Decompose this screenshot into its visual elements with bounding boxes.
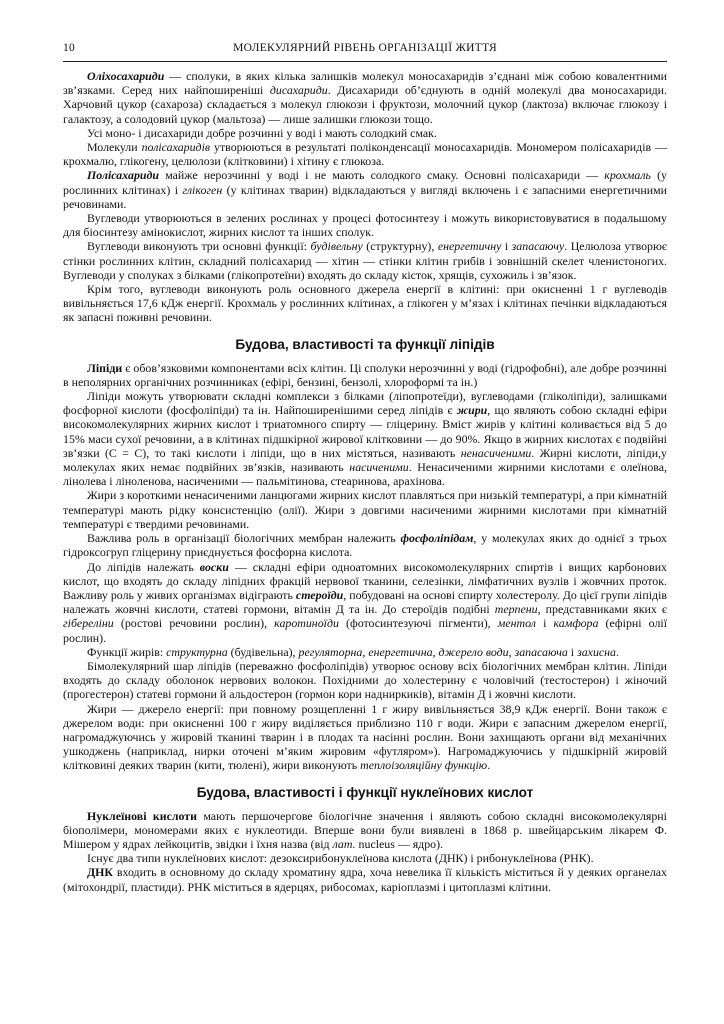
text-run: Усі моно- і дисахариди добре розчинні у воді і мають солодкий смак. [87, 125, 437, 140]
emphasis-term: глікоген [182, 182, 223, 197]
paragraph [63, 69, 667, 126]
paragraph [63, 282, 667, 325]
text-run: . Ненасиченими жирними кислотами є олеїнова, лінолева і ліноленова, насиченими — пальмітинова, стеаринова, арахінова. [63, 460, 667, 489]
emphasis-term: насиченими [349, 460, 409, 475]
section-heading: Будова, властивості і функції нуклеїнових кислот [196, 784, 534, 800]
emphasis-term: лат. [332, 836, 356, 851]
paragraph [63, 126, 667, 140]
paragraph [63, 140, 667, 168]
running-title: МОЛЕКУЛЯРНИЙ РІВЕНЬ ОРГАНІЗАЦІЇ ЖИТТЯ [233, 42, 497, 54]
paragraph [63, 560, 667, 645]
text-run: Жири — джерело енергії: при повному розщепленні 1 г жиру вивільняється 38,9 кДж енергії. Вони також є джерелом води: при окисненні 100 г жиру виділяється приблизно 110 г води. Жири є запасним джерелом енергії, нагромаджуючись у жировій тканині тварин і в плодах та насінні рослин. Вони захищають органи від механічних ушкоджень (наприклад, нирки оточені м’яким жировим «футляром»). Нагромаджуючись у підшкірній жировій клітковині деяких тварин (кити, тюлені), жири виконують [63, 701, 667, 773]
text-run: — сполуки, в яких кілька залишків молекул моносахаридів з’єднані між собою ковалентними зв’язками. Серед них найпоширеніші [63, 69, 667, 98]
text-run: , що являють собою складні ефіри високомолекулярних жирних кислот і триатомного спирту — гліцерину. Вміст жирів у клітині коливається від 5 до 15% маси сухої речовини, а в клітинах підшкірної жирової клітковини — до 90%. Якщо в жирних кислотах є подвійні зв’язки (С = С), то такі кислоти і ліпіди, що в них містяться, називають [63, 403, 667, 460]
emphasis-term: полісахаридів [141, 140, 211, 155]
text-run: Важлива роль в організації біологічних мембран належить [87, 531, 401, 546]
text-run: , побудовані на основі спирту холестеролу. До цієї групи ліпідів належать жовчні кислоти, статеві гормони, вітамін Д та ін. До стероїдів подібні [63, 587, 668, 617]
emphasis-term: структурна [166, 644, 228, 659]
document-body [63, 69, 667, 894]
page [63, 42, 667, 894]
emphasis-term: теплоізоляційну функцію [360, 758, 488, 773]
text-run: утворюються в результаті поліконденсації моносахаридів. Мономером полісахаридів — крохмалю, глікогену, целюлози (клітковини) і хітину є глюкоза. [63, 140, 667, 169]
text-run: входить в основному до складу хроматину ядра, хоча невелика її кількість міститься й у деяких органелах (мітохондрії, пластиди). РНК міститься в ядерцях, рибосомах, каріоплазмі і цитоплазмі клітини. [63, 865, 667, 894]
paragraph [63, 809, 667, 852]
emphasis-term: захисна [577, 644, 617, 659]
text-run: мають першочергове біологічне значення і являють собою складні високомолекулярні біополімери, мономерами яких є нуклеотиди. Вперше вони були виявлені в 1868 р. швейцарським лікарем Ф. Мішером у ядрах лейкоцитів, звідки і їхня назва (від [63, 808, 667, 851]
text-run: Крім того, вуглеводи виконують роль основного джерела енергії в клітині: при окисненні 1 г вуглеводів вивільняється 17,6 кДж енергії. Крохмаль у рослинних клітинах, а глікоген у м’язах і клітинах печінки відкладаються як запасні поживні речовини. [63, 282, 667, 325]
emphasis-term: крохмаль [604, 168, 651, 183]
text-run: , [432, 644, 439, 659]
text-run: , представниками яких є [537, 602, 668, 617]
emphasis-term: енергетична [368, 644, 433, 659]
text-run: Існує два типи нуклеїнових кислот: дезоксирибонуклеїнова кислота (ДНК) і рибонуклеїнова (РНК). [87, 851, 594, 866]
text-run: (фотосинтезуючі пігменти), [338, 616, 498, 631]
emphasis-term: Полісахариди [87, 168, 160, 183]
text-run: (у клітинах тварин) відкладаються у вигляді включень і є запасними енергетичними речовинами. [63, 182, 668, 211]
paragraph [63, 168, 667, 211]
emphasis-term: запасаючу [511, 239, 565, 254]
paragraph [63, 211, 667, 239]
emphasis-term: ДНК [87, 865, 114, 880]
text-run: (будівельна), [227, 644, 299, 659]
emphasis-term: терпени [494, 602, 538, 617]
text-run: , [362, 644, 369, 659]
emphasis-term: гіберeліни [63, 616, 114, 631]
text-run: є обов’язковими компонентами всіх клітин. Ці сполуки нерозчинні у воді (гідрофобні), але добре розчинні в неполярних органічних розчинниках (ефірі, бензині, бензолі, хлороформі та ін.) [63, 360, 667, 389]
emphasis-term: будівельну [310, 239, 363, 254]
text-run: nucleus — ядро). [355, 836, 444, 851]
text-run: майже нерозчинні у воді і не мають солодкого смаку. Основні полісахариди — [159, 168, 605, 183]
emphasis-term: Ліпіди [87, 360, 123, 375]
emphasis-term: жири [456, 403, 488, 418]
paragraph [63, 865, 667, 893]
paragraph [63, 702, 667, 773]
text-run: Жири з короткими ненасиченими ланцюгами жирних кислот плавляться при низькій температурі, а при кімнатній температурі мають рідку консистенцію (олії). Жири з довгими насиченими жирними кислотами при кімнатній температурі є твердими речовинами. [63, 488, 667, 531]
text-run: Вуглеводи виконують три основні функції: [87, 239, 311, 254]
emphasis-term: воски [199, 559, 229, 574]
text-run: . [616, 644, 619, 659]
text-run: Молекули [87, 140, 142, 155]
text-run: . [487, 758, 491, 773]
paragraph [63, 389, 667, 488]
text-run: і [535, 616, 554, 631]
text-run: (ростові речовини рослин), [113, 616, 275, 631]
paragraph [63, 645, 667, 659]
text-run: Функції жирів: [87, 644, 167, 659]
paragraph [63, 531, 667, 559]
paragraph [63, 659, 667, 702]
paragraph [63, 361, 667, 389]
text-run: Вуглеводи утворюються в зелених рослинах у процесі фотосинтезу і можуть використовуватися в подальшому для біосинтезу амінокислот, жирних кислот та інших сполук. [63, 211, 667, 240]
page-number: 10 [63, 42, 76, 54]
emphasis-term: каротиноїди [274, 616, 339, 631]
emphasis-term: ментол [497, 616, 536, 631]
text-run: , у молекулах яких до однієї з трьох гідроксогруп гліцерину приєднується фосфорна кислота. [63, 531, 667, 560]
text-run: і [567, 644, 578, 659]
text-run: До ліпідів належать [87, 559, 200, 574]
emphasis-term: регуляторна [298, 644, 363, 659]
text-run: , [508, 644, 515, 659]
text-run: Бімолекулярний шар ліпідів (переважно фосфоліпідів) утворює основу всіх біологічних мембран клітин. Ліпіди входять до складу оболонок нервових волокон. Похідними до холестерину є чоловічий (тестостерон) і жіночий (прогестерон) статеві гормони й альдостерон (гормон кори надниркиків), вітамін Д і жовчні кислоти. [63, 658, 667, 702]
text-run: (структурну), [362, 239, 438, 254]
text-run: . Дисахариди об’єднують в одній молекулі два моносахариди. Харчовий цукор (сахароза) складається з молекул глюкози і фруктози, молочний цукор (лактоза) включає глюкозу і галактозу, а солодовий цукор (мальтоза) — лише залишки глюкози тощо. [63, 83, 668, 126]
paragraph [63, 239, 667, 282]
running-header [63, 42, 667, 62]
emphasis-term: дисахариди [269, 83, 328, 98]
emphasis-term: джерело води [438, 644, 509, 659]
text-run: (ефірні олії рослин). [63, 616, 667, 645]
text-run: і [501, 239, 512, 254]
section-heading: Будова, властивості та функції ліпідів [235, 336, 495, 352]
emphasis-term: фосфоліпідам [400, 531, 474, 546]
paragraph [63, 488, 667, 531]
emphasis-term: Оліхосахариди [87, 69, 165, 83]
text-run: — складні ефіри одноатомних високомолекулярних спиртів і вищих карбонових кислот, що входять до складу ліпідних фракцій нервової тканини, селезінки, лімфатичних вузлів і жовчних проток. Важливу роль у живих організмах відіграють [63, 559, 667, 602]
text-run: . Целюлоза утворює стінки рослинних клітин, складний полісахарид — хітин — стінки клітин грибів і зовнішній скелет членистоногих. Вуглеводи у сполуках з білками (глікопротеїни) входять до складу кісток, хрящів, сухожиль і зв’язок. [63, 239, 667, 282]
emphasis-term: стероїди [295, 587, 344, 602]
emphasis-term: запасаюча [514, 644, 568, 659]
emphasis-term: камфора [553, 616, 599, 631]
text-run: . Жирні кислоти, ліпіди,у молекулах яких немає подвійних зв’язків, називають [63, 445, 667, 475]
text-run: (у рослинних клітинах) і [63, 168, 667, 197]
emphasis-term: Нуклеїнові кислоти [87, 808, 197, 823]
text-run: Ліпіди можуть утворювати складні комплекси з білками (ліпопротеїди), вуглеводами (гліколіпіди), залишками фосфорної кислоти (фосфоліпіди) та ін. Найпоширенішими серед ліпідів є [63, 389, 667, 418]
emphasis-term: ненасиченими [460, 445, 532, 460]
paragraph [63, 851, 667, 865]
emphasis-term: енергетичну [437, 239, 502, 254]
